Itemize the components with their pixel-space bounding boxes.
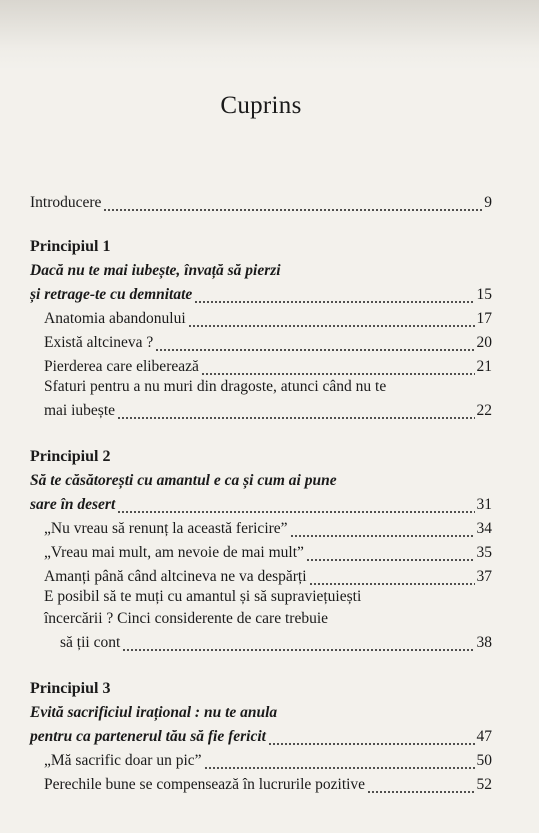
toc-entry-label: Există altcineva ? — [44, 334, 154, 351]
dot-leader — [155, 332, 474, 354]
chapter-subtitle-text: sare în desert — [30, 496, 116, 513]
toc-entry-page: 17 — [476, 310, 492, 327]
chapter-heading: Principiul 3 — [30, 680, 111, 697]
dot-leader — [201, 356, 475, 378]
dot-leader — [268, 726, 475, 748]
toc-entry-label: Perechile bune se compensează în lucrurile pozitive — [44, 776, 366, 793]
toc-entry-label: „Mă sacrific doar un pic” — [44, 752, 202, 769]
chapter-heading: Principiul 1 — [30, 238, 111, 255]
toc-entry-label: Pierderea care eliberează — [44, 358, 199, 375]
toc-entry-page: 52 — [476, 776, 492, 793]
chapter-subtitle-text: pentru ca partenerul tău să fie fericit — [30, 728, 266, 745]
toc-entry-page: 22 — [476, 402, 492, 419]
page-title: Cuprins — [220, 92, 302, 119]
chapter-heading: Principiul 2 — [30, 448, 111, 465]
dot-leader — [306, 542, 475, 564]
toc-entry — [44, 774, 492, 796]
toc-entry-page: 47 — [476, 728, 492, 745]
toc-entry-page: 21 — [476, 358, 492, 375]
dot-leader — [290, 518, 475, 540]
toc-entry — [44, 518, 492, 540]
chapter-subtitle-text: și retrage-te cu demnitate — [30, 286, 193, 303]
toc-entry-label-line: E posibil să te muți cu amantul și să supraviețuiești — [44, 588, 362, 605]
chapter-subtitle-line: Dacă nu te mai iubește, învață să pierzi — [30, 262, 281, 279]
dot-leader — [117, 494, 474, 516]
toc-entry-page: 34 — [476, 520, 492, 537]
toc-entry-page: 15 — [476, 286, 492, 303]
toc-entry-label: „Vreau mai mult, am nevoie de mai mult” — [44, 544, 304, 561]
dot-leader — [122, 632, 474, 654]
toc-entry — [60, 632, 492, 654]
toc-entry-label-line: Sfaturi pentru a nu muri din dragoste, atunci când nu te — [44, 378, 387, 395]
dot-leader — [188, 308, 475, 330]
bleed-through-top — [0, 0, 539, 70]
toc-entry — [44, 566, 492, 588]
toc-entry — [44, 356, 492, 378]
toc-entry-label: să ții cont — [60, 634, 121, 651]
chapter-subtitle-last — [30, 284, 492, 306]
toc-entry-label: mai iubește — [44, 402, 116, 419]
toc-entry-page: 35 — [476, 544, 492, 561]
toc-entry-page: 38 — [476, 634, 492, 651]
chapter-subtitle-last — [30, 494, 492, 516]
toc-entry-introduction — [30, 192, 492, 214]
dot-leader — [367, 774, 474, 796]
chapter-subtitle-line: Evită sacrificiul irațional : nu te anula — [30, 704, 278, 721]
toc-entry-label: Anatomia abandonului — [44, 310, 186, 327]
toc-entry-label-line: încercării ? Cinci considerente de care trebuie — [44, 610, 329, 627]
toc-entry-label: Introducere — [30, 194, 102, 211]
dot-leader — [103, 192, 482, 214]
toc-entry — [44, 308, 492, 330]
dot-leader — [194, 284, 474, 306]
dot-leader — [204, 750, 475, 772]
toc-entry — [44, 750, 492, 772]
toc-entry-page: 50 — [476, 752, 492, 769]
dot-leader — [309, 566, 475, 588]
toc-entry — [44, 400, 492, 422]
toc-entry-page: 31 — [476, 496, 492, 513]
toc-entry — [44, 332, 492, 354]
chapter-subtitle-last — [30, 726, 492, 748]
toc-entry-page: 37 — [476, 568, 492, 585]
chapter-subtitle-line: Să te căsătorești cu amantul e ca și cum ai pune — [30, 472, 337, 489]
toc-entry-label: „Nu vreau să renunț la această fericire” — [44, 520, 288, 537]
toc-entry — [44, 542, 492, 564]
toc-entry-page: 20 — [476, 334, 492, 351]
toc-entry-label: Amanți până când altcineva ne va despărți — [44, 568, 307, 585]
toc-entry-page: 9 — [484, 194, 492, 211]
dot-leader — [117, 400, 474, 422]
